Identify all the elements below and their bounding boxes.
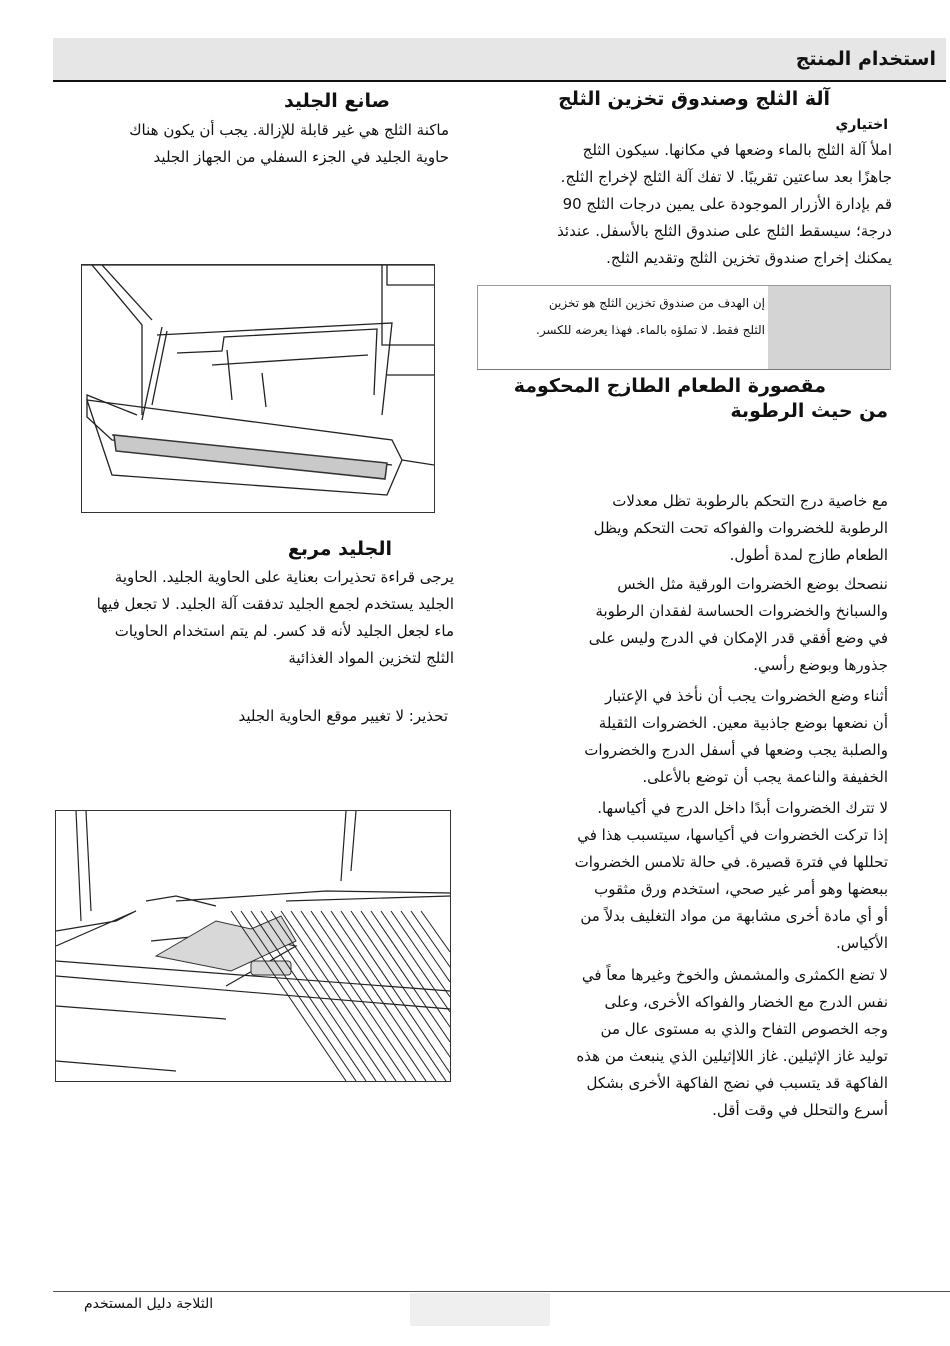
icemaker-text: املأ آلة الثلج بالماء وضعها في مكانها. سيكون الثلج جاهزًا بعد ساعتين تقريبًا. لا تفك آلة الثلج لإخراج الثلج. قم بإدارة الأزرار الموجودة على يمين درجات الثلج 90 درجة؛ سيسقط الثلج على صندوق الثلج بالأسفل. عندئذ يمكنك إخراج صندوق تخزين الثلج وتقديم الثلج. xyxy=(557,141,892,267)
note-divider xyxy=(477,369,889,370)
crisper-title-line1: مقصورة الطعام الطازج المحكومة xyxy=(513,375,826,397)
note-marker xyxy=(768,286,890,369)
note-text: إن الهدف من صندوق تخزين الثلج هو تخزين الثلج فقط. لا تملؤه بالماء. فهذا يعرضه للكسر. xyxy=(536,296,765,337)
crisper-paragraph: لا تضع الكمثرى والمشمش والخوخ وغيرها معاً في نفس الدرج مع الخضار والفواكه الأخرى، وعلى وجه الخصوص التفاح والذي به مستوى عال من توليد غاز الإثيلين. غاز اللاإثيلين الذي ينبعث من هذه الفاكهة قد يتسبب في نضج الفاكهة الأخرى بشكل أسرع والتحلل في وقت أقل. xyxy=(576,966,888,1119)
header-bar xyxy=(53,38,946,82)
drawer-illustration xyxy=(81,264,435,513)
optional-label: اختياري xyxy=(835,117,888,133)
ice-maker-illustration xyxy=(55,810,451,1082)
ice-cube-title: الجليد مربع xyxy=(287,538,392,560)
page-section-title: استخدام المنتج xyxy=(795,48,936,70)
ice-maker-drawing xyxy=(56,811,450,1081)
crisper-paragraph: مع خاصية درج التحكم بالرطوبة تظل معدلات الرطوبة للخضروات والفواكه تحت التحكم ويظل الطعام طازج لمدة أطول. xyxy=(593,492,888,564)
crisper-title-line2: من حيث الرطوبة xyxy=(730,400,888,422)
icemaker-title: آلة الثلج وصندوق تخزين الثلج xyxy=(558,88,830,110)
footer-rule xyxy=(53,1291,950,1292)
footer-text: الثلاجة دليل المستخدم xyxy=(84,1296,214,1312)
ice-maker-title: صانع الجليد xyxy=(283,90,390,112)
warning-text: تحذير: لا تغيير موقع الحاوية الجليد xyxy=(238,707,448,725)
note-box xyxy=(477,285,891,370)
ice-maker-text: ماكنة الثلج هي غير قابلة للإزالة. يجب أن يكون هناك حاوية الجليد في الجزء السفلي من الجهاز الجليد xyxy=(129,121,449,166)
page-number-box xyxy=(410,1293,550,1326)
drawer-drawing xyxy=(82,265,434,512)
crisper-paragraph: ننصحك بوضع الخضروات الورقية مثل الخس والسبانخ والخضروات الحساسة لفقدان الرطوبة في وضع أفقي قدر الإمكان في الدرج وليس على جذورها وبوضع رأسي. xyxy=(588,575,888,674)
ice-cube-text: يرجى قراءة تحذيرات بعناية على الحاوية الجليد. الحاوية الجليد يستخدم لجمع الجليد تدفقت آلة الجليد. لا تجعل فيها ماء لجعل الجليد لأنه قد كسر. لم يتم استخدام الحاويات الثلج لتخزين المواد الغذائية xyxy=(96,568,454,667)
crisper-paragraph: لا تترك الخضروات أبدًا داخل الدرج في أكياسها. إذا تركت الخضروات في أكياسها، سيتسبب هذا في تحللها في فترة قصيرة. في حالة تلامس الخضروات ببعضها وهو أمر غير صحي، استخدم ورق مثقوب أو أي مادة أخرى مشابهة من مواد التغليف بدلاً من الأكياس. xyxy=(574,799,888,952)
crisper-paragraph: أثناء وضع الخضروات يجب أن نأخذ في الإعتبار أن نضعها بوضع جاذبية معين. الخضروات الثقيلة والصلبة يجب وضعها في أسفل الدرج والخضروات الخفيفة والناعمة يجب أن توضع بالأعلى. xyxy=(584,687,888,786)
